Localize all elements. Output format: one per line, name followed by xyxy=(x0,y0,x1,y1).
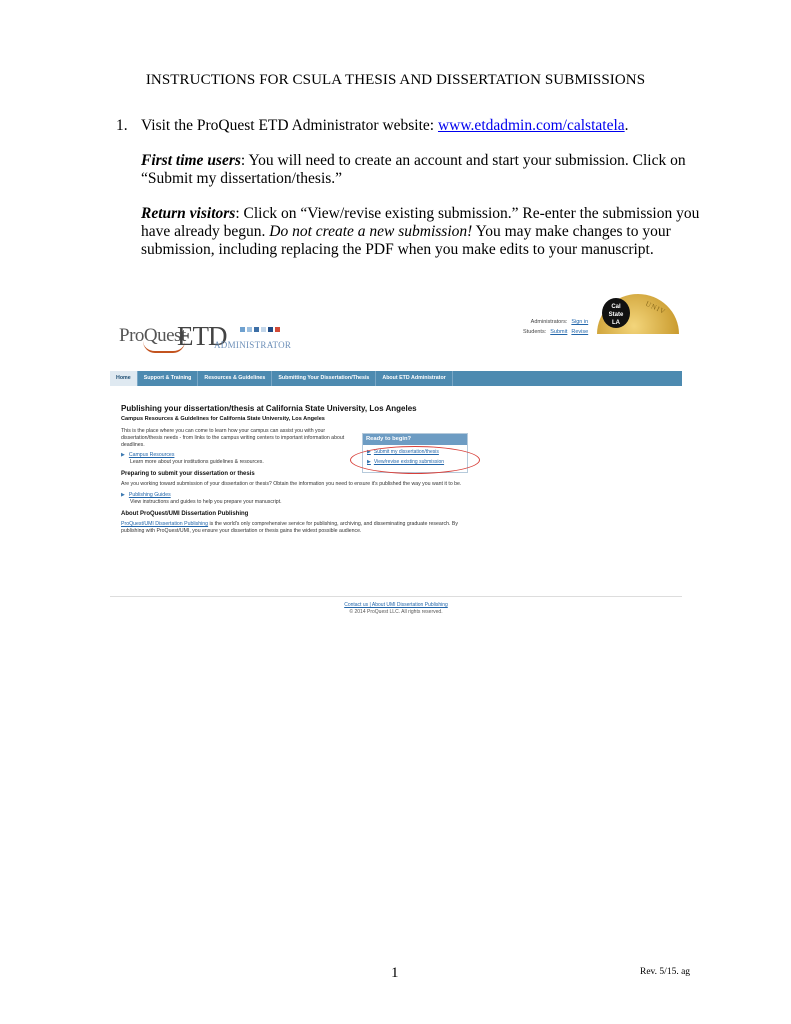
bullet-triangle-icon: ▶ xyxy=(121,492,125,498)
logo-square xyxy=(261,327,266,332)
page-number: 1 xyxy=(391,965,399,981)
admin-row xyxy=(523,317,588,327)
about-body: is the world's only comprehensive service for publishing, archiving, and disseminating graduate research. By publishing with ProQuest/UMI, you ensure your dissertation or thesis gains the widest possible audience. xyxy=(121,521,458,534)
highlight-circle xyxy=(350,446,480,474)
bullet-triangle-icon: ▶ xyxy=(121,452,125,458)
return-warning: Do not create a new submission! xyxy=(269,223,473,240)
nav-submitting[interactable]: Submitting Your Dissertation/Thesis xyxy=(272,371,376,386)
seal-line-3: LA xyxy=(612,320,620,326)
main-nav xyxy=(110,371,682,386)
campus-resources-link[interactable]: Campus Resources xyxy=(128,452,175,458)
submit-dissertation-link[interactable]: Submit my dissertation/thesis xyxy=(373,449,439,455)
about-text xyxy=(121,521,466,535)
proquest-etd-logo xyxy=(119,321,292,351)
bullet-triangle-icon: ▶ xyxy=(367,459,371,465)
document-title: INSTRUCTIONS FOR CSULA THESIS AND DISSERTATION SUBMISSIONS xyxy=(145,72,646,88)
seal-badge xyxy=(602,298,630,328)
preparing-text: Are you working toward submission of your dissertation or thesis? Obtain the information you need to ensure it's published the way you want it to be. xyxy=(121,481,462,487)
logo-square xyxy=(240,327,245,332)
submit-link[interactable]: Submit xyxy=(550,329,568,335)
publishing-guides-desc: View instructions and guides to help you prepare your manuscript. xyxy=(130,499,282,505)
return-label: Return visitors xyxy=(141,205,236,222)
site-footer xyxy=(110,596,682,616)
view-revise-link[interactable]: View/revise existing submission xyxy=(373,459,445,465)
visit-end: . xyxy=(624,117,629,134)
visit-paragraph xyxy=(141,117,711,135)
sign-in-link[interactable]: Sign in xyxy=(571,319,589,325)
first-time-text: : You will need to create an account and start your submission. Click on “Submit my dissertation/thesis.” xyxy=(141,152,686,187)
first-time-paragraph xyxy=(141,152,711,188)
cal-state-la-seal xyxy=(597,294,679,334)
bullet-triangle-icon: ▶ xyxy=(367,449,371,455)
nav-home[interactable]: Home xyxy=(110,371,138,386)
step-number: 1. xyxy=(116,117,128,134)
students-row xyxy=(523,327,588,337)
publishing-guides-item xyxy=(121,492,461,499)
campus-resources-desc: Learn more about your institutions guidelines & resources. xyxy=(130,459,264,465)
footer-links[interactable]: Contact us | About UMI Dissertation Publishing xyxy=(344,602,448,608)
etdadmin-link[interactable]: www.etdadmin.com/calstatela xyxy=(437,117,625,134)
footer-copyright: © 2014 ProQuest LLC. All rights reserved. xyxy=(349,609,443,615)
admin-label: Administrators: xyxy=(530,319,568,325)
account-links xyxy=(523,317,588,337)
return-text-1: : Click on “View/revise existing submission.” Re-enter the submission you have already begun. xyxy=(141,205,700,240)
seal-line-1: Cal xyxy=(611,304,621,310)
seal-line-2: State xyxy=(608,312,624,318)
visit-text: Visit the ProQuest ETD Administrator website: xyxy=(141,117,438,134)
revise-link[interactable]: Revise xyxy=(571,329,589,335)
first-time-label: First time users xyxy=(141,152,241,169)
logo-etd: ETD xyxy=(177,321,227,351)
preparing-heading: Preparing to submit your dissertation or thesis xyxy=(121,471,255,477)
revision-note: Rev. 5/15. ag xyxy=(640,967,691,977)
intro-text: This is the place where you can come to learn how your campus can assist you with your dissertation/thesis needs - from links to the campus writing centers to important information about deadlines. xyxy=(121,428,345,448)
logo-proquest: ProQuest xyxy=(119,325,186,346)
about-link[interactable]: ProQuest/UMI Dissertation Publishing xyxy=(121,521,209,527)
students-label: Students: xyxy=(523,329,547,335)
about-heading: About ProQuest/UMI Dissertation Publishing xyxy=(121,511,249,517)
page-heading: Publishing your dissertation/thesis at California State University, Los Angeles xyxy=(121,404,417,413)
logo-administrator: ADMINISTRATOR xyxy=(214,340,292,350)
nav-support-training[interactable]: Support & Training xyxy=(138,371,199,386)
return-paragraph xyxy=(141,205,711,259)
page-subheading: Campus Resources & Guidelines for California State University, Los Angeles xyxy=(121,416,325,422)
nav-about[interactable]: About ETD Administrator xyxy=(376,371,452,386)
step-body xyxy=(141,117,711,276)
logo-square xyxy=(254,327,259,332)
publishing-guides-link[interactable]: Publishing Guides xyxy=(128,492,171,498)
logo-square xyxy=(247,327,252,332)
logo-square xyxy=(268,327,273,332)
nav-resources-guidelines[interactable]: Resources & Guidelines xyxy=(198,371,272,386)
return-text-2: You may make changes to your submission, including replacing the PDF when you make edits to your manuscript. xyxy=(141,223,671,258)
seal-univ: UNIV xyxy=(644,299,668,317)
embedded-screenshot xyxy=(110,292,682,622)
ready-heading: Ready to begin? xyxy=(363,434,467,445)
logo-square xyxy=(275,327,280,332)
